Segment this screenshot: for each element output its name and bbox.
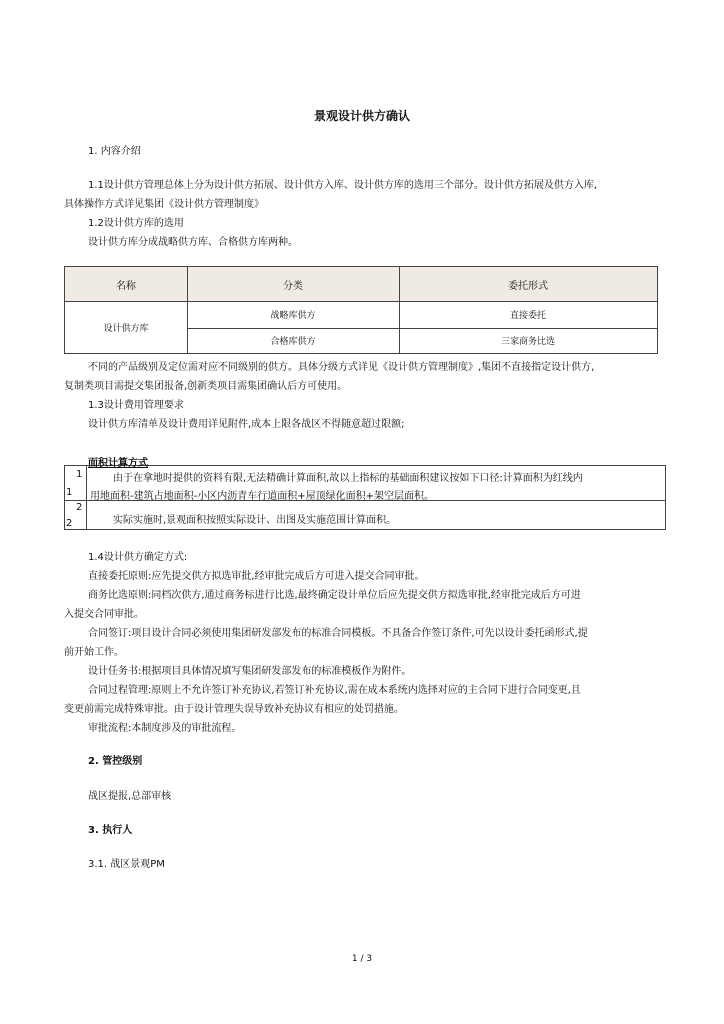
table-group-name: 设计供方库 [103, 323, 149, 334]
page-title: 景观设计供方确认 [313, 109, 410, 123]
supplier-library-table [64, 266, 658, 354]
row-number: 2 [76, 502, 83, 513]
table-cell-category: 战略库供方 [270, 311, 316, 321]
table-cell-form: 三家商务比选 [500, 337, 555, 347]
para-approval: 审批流程:本制度涉及的审批流程。 [88, 723, 242, 734]
table-header-name: 名称 [65, 267, 187, 301]
table-divider [64, 529, 666, 530]
area-row1-line1: 由于在拿地时提供的资料有限,无法精确计算面积,故以上指标的基础面积建议按如下口径:计算面积为红线内 [113, 473, 583, 484]
para-1-3-body: 设计供方库清单及设计费用详见附件,成本上限各战区不得随意超过限额; [88, 419, 405, 430]
table-header-category: 分类 [187, 267, 399, 301]
area-calculation-table [64, 456, 666, 530]
para-process-line2: 变更前需完成特殊审批。由于设计管理失误导致补充协议有相应的处罚措施。 [64, 704, 404, 715]
table-cell-form: 直接委托 [509, 311, 546, 321]
para-process-line1: 合同过程管理:原则上不允许签订补充协议,若签订补充协议,需在成本系统内选择对应的主合同下进行合同变更,且 [88, 685, 581, 696]
table-divider [399, 267, 400, 353]
area-table-header: 面积计算方式 [88, 458, 148, 469]
table-divider [187, 328, 657, 329]
para-contract-line1: 合同签订:项目设计合同必须使用集团研发部发布的标准合同模板。不具备合作签订条件,可先以设计委托函形式,提 [88, 628, 588, 639]
para-control-level: 战区提报,总部审核 [88, 791, 172, 802]
table-cell-category: 合格库供方 [270, 337, 316, 347]
para-contract-line2: 前开始工作。 [64, 647, 124, 658]
section-1-3-heading: 1.3设计费用管理要求 [88, 400, 184, 411]
row-number: 2 [66, 518, 73, 529]
area-row2-text: 实际实施时,景观面积按照实际设计、出图及实施范围计算面积。 [113, 515, 397, 526]
section-3-1: 3.1. 战区景观PM [88, 859, 165, 870]
table-header-form: 委托形式 [399, 267, 657, 301]
row-number: 1 [76, 469, 83, 480]
section-2-heading: 2. 管控级别 [88, 756, 143, 767]
para-direct-commission: 直接委托原则:应先提交供方拟选审批,经审批完成后方可进入提交合同审批。 [88, 571, 425, 582]
para-1-1-line1: 1.1设计供方管理总体上分为设计供方拓展、设计供方入库、设计供方库的选用三个部分。设计供方拓展及供方入库, [88, 180, 598, 191]
para-1-1-line2: 具体操作方式详见集团《设计供方管理制度》 [64, 199, 264, 210]
para-business-compare-line1: 商务比选原则:同档次供方,通过商务标进行比选,最终确定设计单位后应先提交供方拟选审批,经审批完成后方可进 [88, 590, 581, 601]
row-number: 1 [66, 487, 73, 498]
para-design-task: 设计任务书:根据项目具体情况填写集团研发部发布的标准模板作为附件。 [88, 666, 412, 677]
table-divider [187, 267, 188, 353]
table-divider [64, 465, 666, 466]
section-1-2-heading: 1.2设计供方库的选用 [88, 218, 184, 229]
table-divider [64, 465, 65, 530]
section-1-heading: 1. 内容介绍 [88, 146, 141, 157]
para-after-table-line2: 复制类项目需提交集团报备,创新类项目需集团确认后方可使用。 [64, 381, 348, 392]
table-divider [65, 301, 657, 302]
section-3-heading: 3. 执行人 [88, 825, 133, 836]
table-divider [665, 465, 666, 530]
section-1-4-heading: 1.4设计供方确定方式: [88, 552, 188, 563]
area-row1-line2: 用地面积-建筑占地面积-小区内沥青车行道面积+屋顶绿化面积+架空层面积。 [90, 491, 434, 502]
para-business-compare-line2: 入提交合同审批。 [64, 609, 144, 620]
table-divider [86, 465, 87, 530]
page-number: 1 / 3 [351, 954, 373, 964]
para-after-table-line1: 不同的产品级别及定位需对应不同级别的供方。具体分级方式详见《设计供方管理制度》,集团不直接指定设计供方, [88, 362, 595, 373]
para-1-2-body: 设计供方库分成战略供方库、合格供方库两种。 [88, 237, 298, 248]
